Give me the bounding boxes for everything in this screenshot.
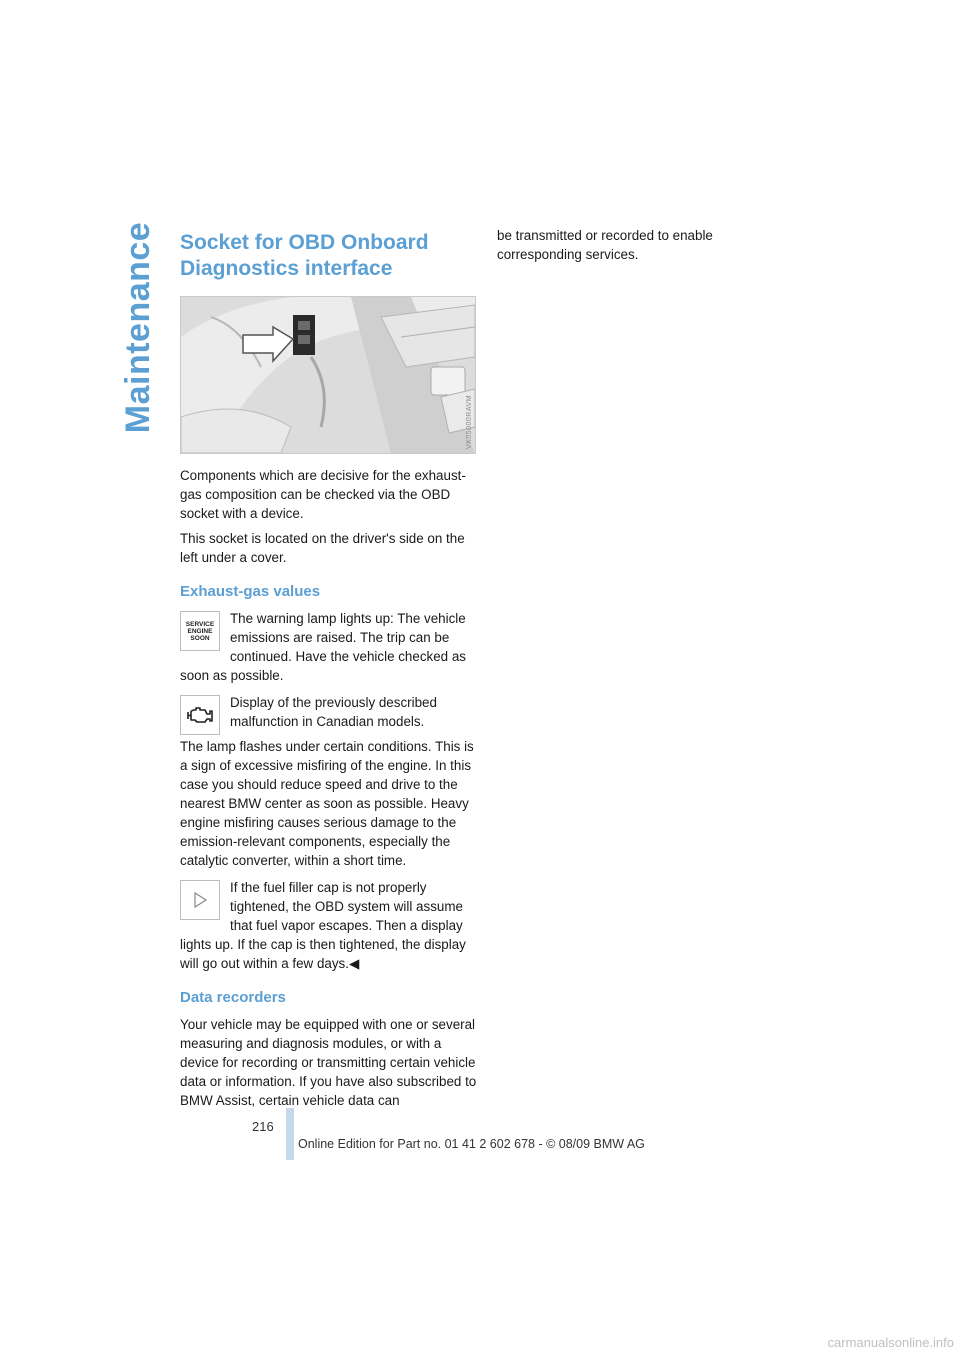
intro-paragraph: Components which are decisive for the exhaust-gas composition can be checked via the OBD socket with a device. bbox=[180, 468, 466, 521]
section-tab bbox=[118, 221, 160, 433]
warning-paragraph: The warning lamp lights up: The vehicle emissions are raised. The trip can be continued. Have the vehicle checked as soon as possible. bbox=[180, 611, 466, 683]
section-tab-label: Maintenance bbox=[119, 221, 158, 433]
page-number: 216 bbox=[252, 1119, 274, 1134]
canada-lamp-section bbox=[180, 693, 480, 870]
note-paragraph bbox=[180, 878, 480, 973]
icon-text-line-2: ENGINE bbox=[187, 627, 213, 635]
edition-footer: Online Edition for Part no. 01 41 2 602 678 - © 08/09 BMW AG bbox=[298, 1137, 645, 1151]
watermark: carmanualsonline.info bbox=[827, 1335, 954, 1350]
obd-socket-figure bbox=[180, 296, 476, 454]
note-text: If the fuel filler cap is not properly tightened, the OBD system will assume that fuel vapor escapes. Then a display lights up. If the cap is then tightened, the display will go out within a few days. bbox=[180, 880, 466, 971]
canada-paragraph: Display of the previously described malfunction in Canadian models. bbox=[230, 695, 437, 729]
page-title: Socket for OBD Onboard Diagnostics interface bbox=[180, 231, 429, 280]
recorders-heading: Data recorders bbox=[180, 989, 286, 1006]
exhaust-heading: Exhaust-gas values bbox=[180, 583, 321, 600]
check-engine-icon bbox=[180, 695, 220, 735]
recorders-paragraph: Your vehicle may be equipped with one or several measuring and diagnosis modules, or with a device for recording or transmitting certain vehicle data or information. If you have also subscribed to BMW Assist, certain vehicle data can bbox=[180, 1017, 477, 1108]
recorders-continuation: be transmitted or recorded to enable corresponding services. bbox=[497, 228, 713, 262]
right-column bbox=[497, 226, 797, 264]
icon-text-line-1: SERVICE bbox=[185, 620, 215, 628]
figure-code: VK05000RAVM bbox=[466, 394, 473, 449]
flash-paragraph: The lamp flashes under certain conditions. This is a sign of excessive misfiring of the engine. In this case you should reduce speed and drive to the nearest BMW center as soon as possible. Heavy engine misfiring causes serious damage to the emission-relevant components, especially the catalytic converter, within a short time. bbox=[180, 739, 474, 868]
footer-bar bbox=[286, 1108, 294, 1160]
icon-text-line-3: SOON bbox=[190, 634, 210, 642]
note-triangle-icon bbox=[180, 880, 220, 920]
warning-lamp-section bbox=[180, 609, 480, 685]
location-paragraph: This socket is located on the driver's side on the left under a cover. bbox=[180, 531, 465, 565]
service-engine-soon-icon bbox=[180, 611, 220, 651]
note-end-mark: ◀ bbox=[348, 956, 360, 971]
left-column bbox=[180, 230, 480, 1110]
obd-socket-illustration bbox=[181, 297, 475, 453]
note-section bbox=[180, 878, 480, 973]
